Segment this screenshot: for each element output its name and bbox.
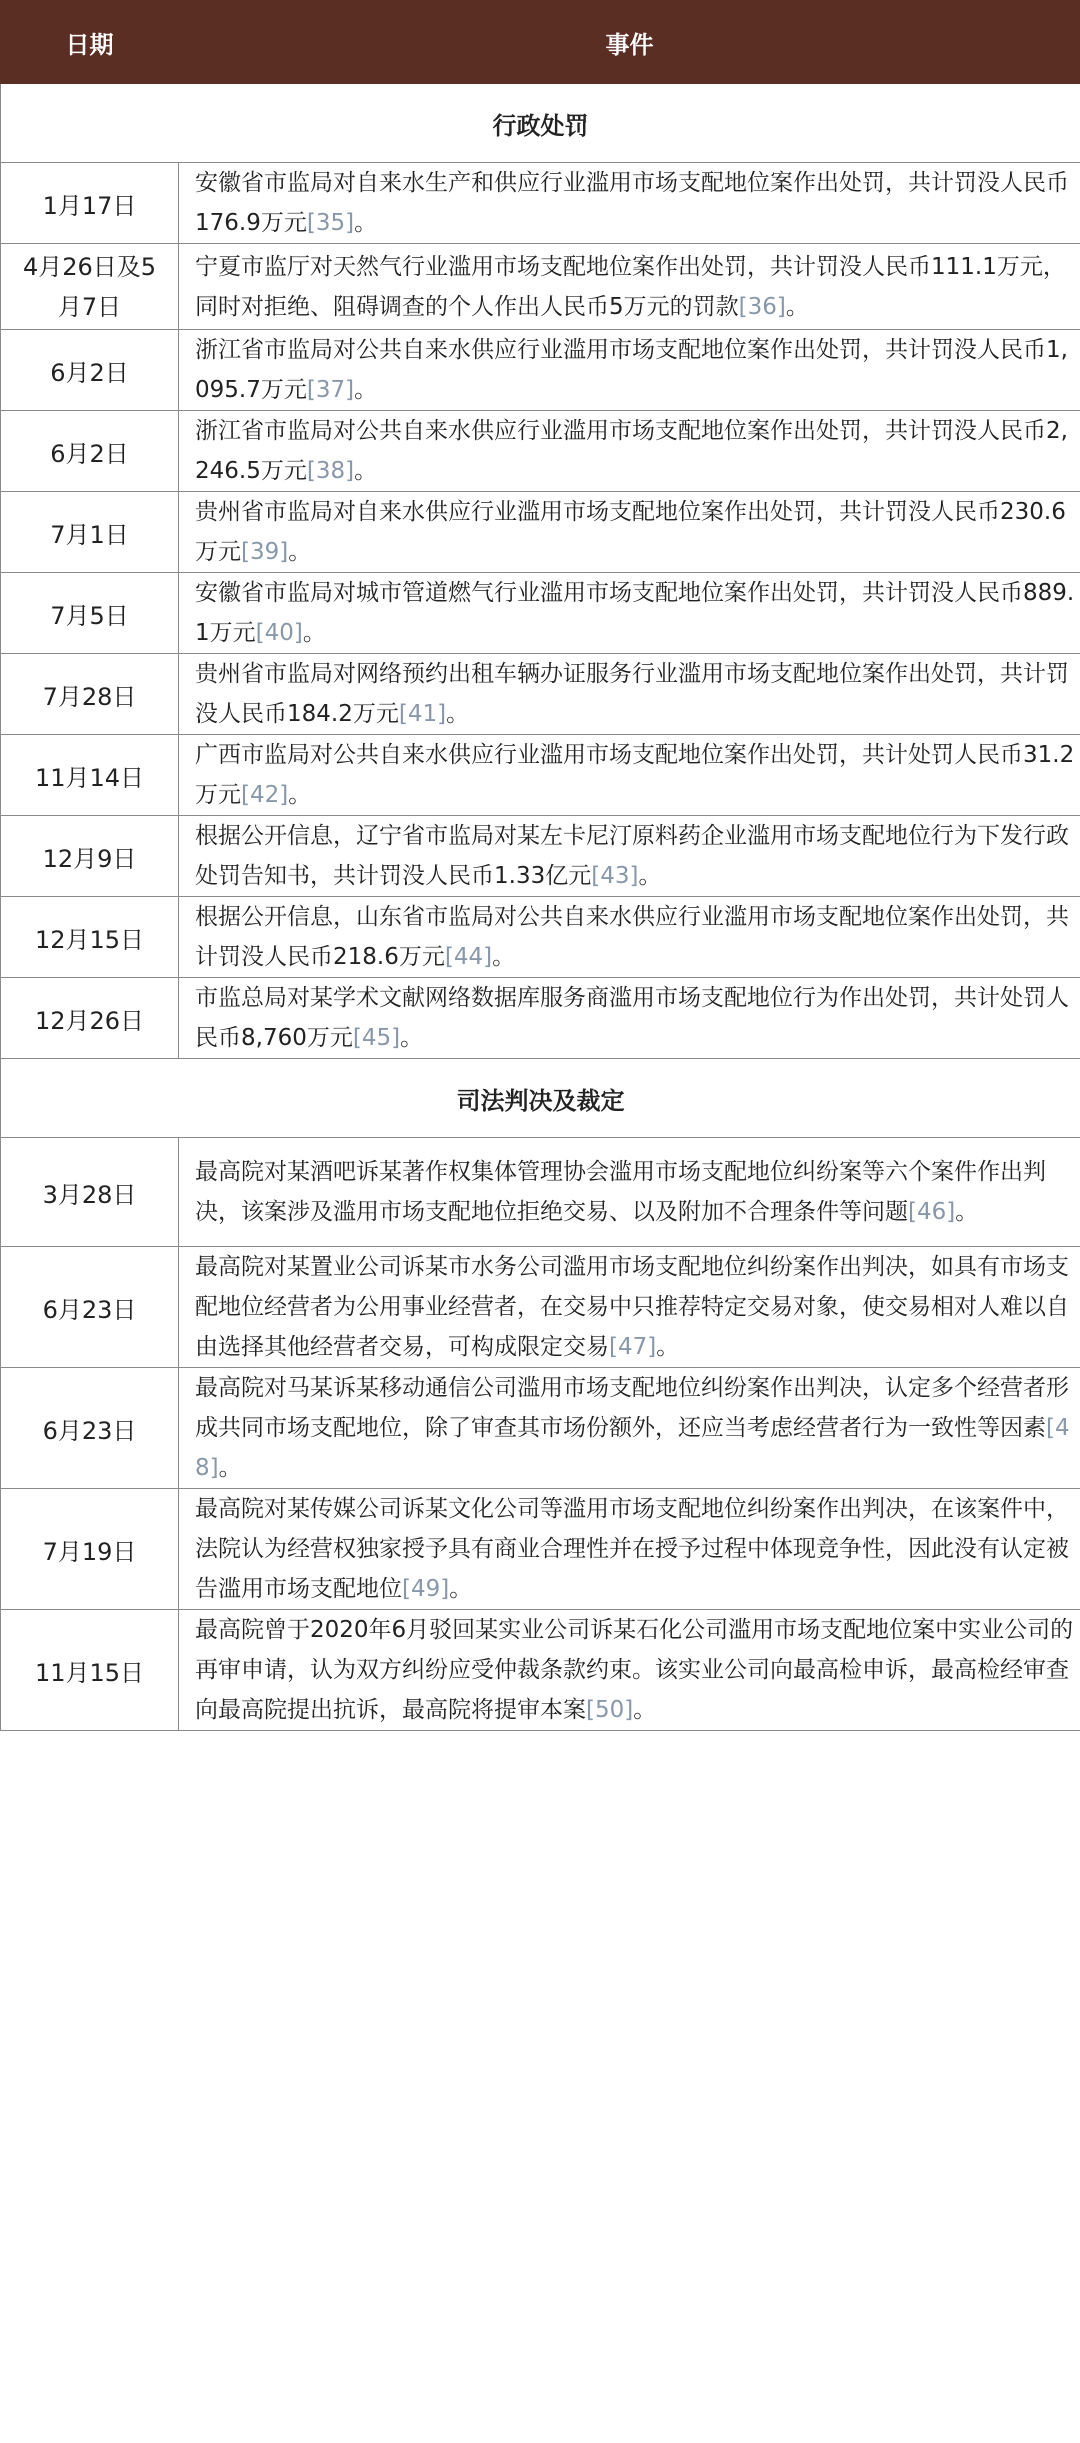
date-cell: 12月15日 xyxy=(1,897,179,978)
event-cell xyxy=(179,1610,1080,1731)
table-row xyxy=(1,897,1080,978)
footnote-link[interactable]: [39] xyxy=(241,539,289,565)
date-cell: 3月28日 xyxy=(1,1138,179,1247)
sentence-end: 。 xyxy=(288,539,312,565)
table-row xyxy=(1,1247,1080,1368)
table-row xyxy=(1,978,1080,1059)
footnote-link[interactable]: [38] xyxy=(306,458,355,484)
date-cell: 12月26日 xyxy=(1,978,179,1059)
footnote-link[interactable]: [40] xyxy=(255,620,303,646)
event-cell xyxy=(179,978,1080,1059)
sentence-end: 。 xyxy=(354,458,378,484)
event-text: 根据公开信息，山东省市监局对公共自来水供应行业滥用市场支配地位案作出处罚，共计罚没人民币218.6万元 xyxy=(195,904,1069,970)
footnote-link[interactable]: [50] xyxy=(586,1697,634,1723)
footnote-link[interactable]: [37] xyxy=(306,377,355,403)
table-row xyxy=(1,330,1080,411)
footnote-link[interactable]: [48] xyxy=(195,1415,1070,1481)
event-cell xyxy=(179,735,1080,816)
footnote-link[interactable]: [41] xyxy=(398,701,447,727)
date-cell: 12月9日 xyxy=(1,816,179,897)
table-row xyxy=(1,492,1080,573)
section-row xyxy=(1,84,1080,163)
sentence-end: 。 xyxy=(354,210,378,236)
sentence-end: 。 xyxy=(400,1025,424,1051)
section-row xyxy=(1,1059,1080,1138)
date-cell: 7月19日 xyxy=(1,1489,179,1610)
table-header-row xyxy=(1,1,1080,84)
event-cell xyxy=(179,654,1080,735)
section-title: 司法判决及裁定 xyxy=(1,1059,1080,1138)
table-body xyxy=(1,84,1080,1731)
event-text: 最高院对某传媒公司诉某文化公司等滥用市场支配地位纠纷案作出判决，在该案件中，法院认为经营权独家授予具有商业合理性并在授予过程中体现竞争性，因此没有认定被告滥用市场支配地位 xyxy=(195,1496,1069,1602)
table-row xyxy=(1,816,1080,897)
event-cell xyxy=(179,1138,1080,1247)
table-row xyxy=(1,1610,1080,1731)
event-text: 贵州省市监局对自来水供应行业滥用市场支配地位案作出处罚，共计罚没人民币230.6万元 xyxy=(195,499,1066,565)
event-text: 最高院曾于2020年6月驳回某实业公司诉某石化公司滥用市场支配地位案中实业公司的再审申请，认为双方纠纷应受仲裁条款约束。该实业公司向最高检申诉，最高检经审查向最高院提出抗诉，最高院将提审本案 xyxy=(195,1617,1074,1723)
table-row xyxy=(1,735,1080,816)
event-text: 最高院对某置业公司诉某市水务公司滥用市场支配地位纠纷案作出判决，如具有市场支配地位经营者为公用事业经营者，在交易中只推荐特定交易对象，使交易相对人难以自由选择其他经营者交易，可构成限定交易 xyxy=(195,1254,1069,1360)
event-text: 最高院对某酒吧诉某著作权集体管理协会滥用市场支配地位纠纷案等六个案件作出判决，该案涉及滥用市场支配地位拒绝交易、以及附加不合理条件等问题 xyxy=(195,1159,1046,1225)
sentence-end: 。 xyxy=(302,620,326,646)
footnote-link[interactable]: [42] xyxy=(241,782,289,808)
event-cell xyxy=(179,492,1080,573)
footnote-link[interactable]: [45] xyxy=(352,1025,401,1051)
footnote-link[interactable]: [44] xyxy=(444,944,493,970)
event-text: 安徽省市监局对城市管道燃气行业滥用市场支配地位案作出处罚，共计罚没人民币889.1万元 xyxy=(195,580,1075,646)
sentence-end: 。 xyxy=(638,863,662,889)
date-cell: 11月14日 xyxy=(1,735,179,816)
event-cell xyxy=(179,1368,1080,1489)
sentence-end: 。 xyxy=(633,1697,657,1723)
date-cell: 6月23日 xyxy=(1,1247,179,1368)
date-cell: 6月2日 xyxy=(1,411,179,492)
event-cell xyxy=(179,244,1080,330)
table-row xyxy=(1,1138,1080,1247)
footnote-link[interactable]: [47] xyxy=(609,1334,657,1360)
date-cell: 4月26日及5月7日 xyxy=(1,244,179,330)
sentence-end: 。 xyxy=(288,782,312,808)
event-cell xyxy=(179,330,1080,411)
sentence-end: 。 xyxy=(955,1199,979,1225)
date-cell: 1月17日 xyxy=(1,163,179,244)
table-row xyxy=(1,1489,1080,1610)
date-cell: 6月23日 xyxy=(1,1368,179,1489)
date-cell: 6月2日 xyxy=(1,330,179,411)
sentence-end: 。 xyxy=(492,944,516,970)
footnote-link[interactable]: [35] xyxy=(306,210,355,236)
event-cell xyxy=(179,163,1080,244)
event-text: 广西市监局对公共自来水供应行业滥用市场支配地位案作出处罚，共计处罚人民币31.2万元 xyxy=(195,742,1075,808)
event-cell xyxy=(179,411,1080,492)
footnote-link[interactable]: [36] xyxy=(738,293,786,320)
event-text: 最高院对马某诉某移动通信公司滥用市场支配地位纠纷案作出判决，认定多个经营者形成共同市场支配地位，除了审查其市场份额外，还应当考虑经营者行为一致性等因素 xyxy=(195,1375,1069,1441)
event-cell xyxy=(179,573,1080,654)
sentence-end: 。 xyxy=(354,377,378,403)
event-column-header: 事件 xyxy=(179,1,1080,84)
table-row xyxy=(1,411,1080,492)
event-text: 宁夏市监厅对天然气行业滥用市场支配地位案作出处罚，共计罚没人民币111.1万元，同时对拒绝、阻碍调查的个人作出人民币5万元的罚款 xyxy=(195,253,1066,320)
table-row xyxy=(1,654,1080,735)
table-row xyxy=(1,163,1080,244)
table-row xyxy=(1,1368,1080,1489)
event-text: 浙江省市监局对公共自来水供应行业滥用市场支配地位案作出处罚，共计罚没人民币2,246.5万元 xyxy=(195,418,1068,484)
date-cell: 7月5日 xyxy=(1,573,179,654)
event-cell xyxy=(179,1489,1080,1610)
sentence-end: 。 xyxy=(785,293,809,320)
footnote-link[interactable]: [49] xyxy=(402,1576,450,1602)
table-row xyxy=(1,573,1080,654)
event-cell xyxy=(179,897,1080,978)
table-row xyxy=(1,244,1080,330)
sentence-end: 。 xyxy=(449,1576,473,1602)
event-cell xyxy=(179,816,1080,897)
event-text: 根据公开信息，辽宁省市监局对某左卡尼汀原料药企业滥用市场支配地位行为下发行政处罚告知书，共计罚没人民币1.33亿元 xyxy=(195,823,1069,889)
event-text: 市监总局对某学术文献网络数据库服务商滥用市场支配地位行为作出处罚，共计处罚人民币8,760万元 xyxy=(195,985,1069,1051)
footnote-link[interactable]: [43] xyxy=(591,863,639,889)
event-text: 贵州省市监局对网络预约出租车辆办证服务行业滥用市场支配地位案作出处罚，共计罚没人民币184.2万元 xyxy=(195,661,1069,727)
date-column-header: 日期 xyxy=(1,1,179,84)
sentence-end: 。 xyxy=(446,701,470,727)
sentence-end: 。 xyxy=(218,1455,242,1481)
event-text: 安徽省市监局对自来水生产和供应行业滥用市场支配地位案作出处罚，共计罚没人民币176.9万元 xyxy=(195,170,1069,236)
event-cell xyxy=(179,1247,1080,1368)
event-text: 浙江省市监局对公共自来水供应行业滥用市场支配地位案作出处罚，共计罚没人民币1,095.7万元 xyxy=(195,337,1068,403)
footnote-link[interactable]: [46] xyxy=(908,1199,956,1225)
date-cell: 11月15日 xyxy=(1,1610,179,1731)
date-cell: 7月1日 xyxy=(1,492,179,573)
date-cell: 7月28日 xyxy=(1,654,179,735)
sentence-end: 。 xyxy=(656,1334,680,1360)
section-title: 行政处罚 xyxy=(1,84,1080,163)
